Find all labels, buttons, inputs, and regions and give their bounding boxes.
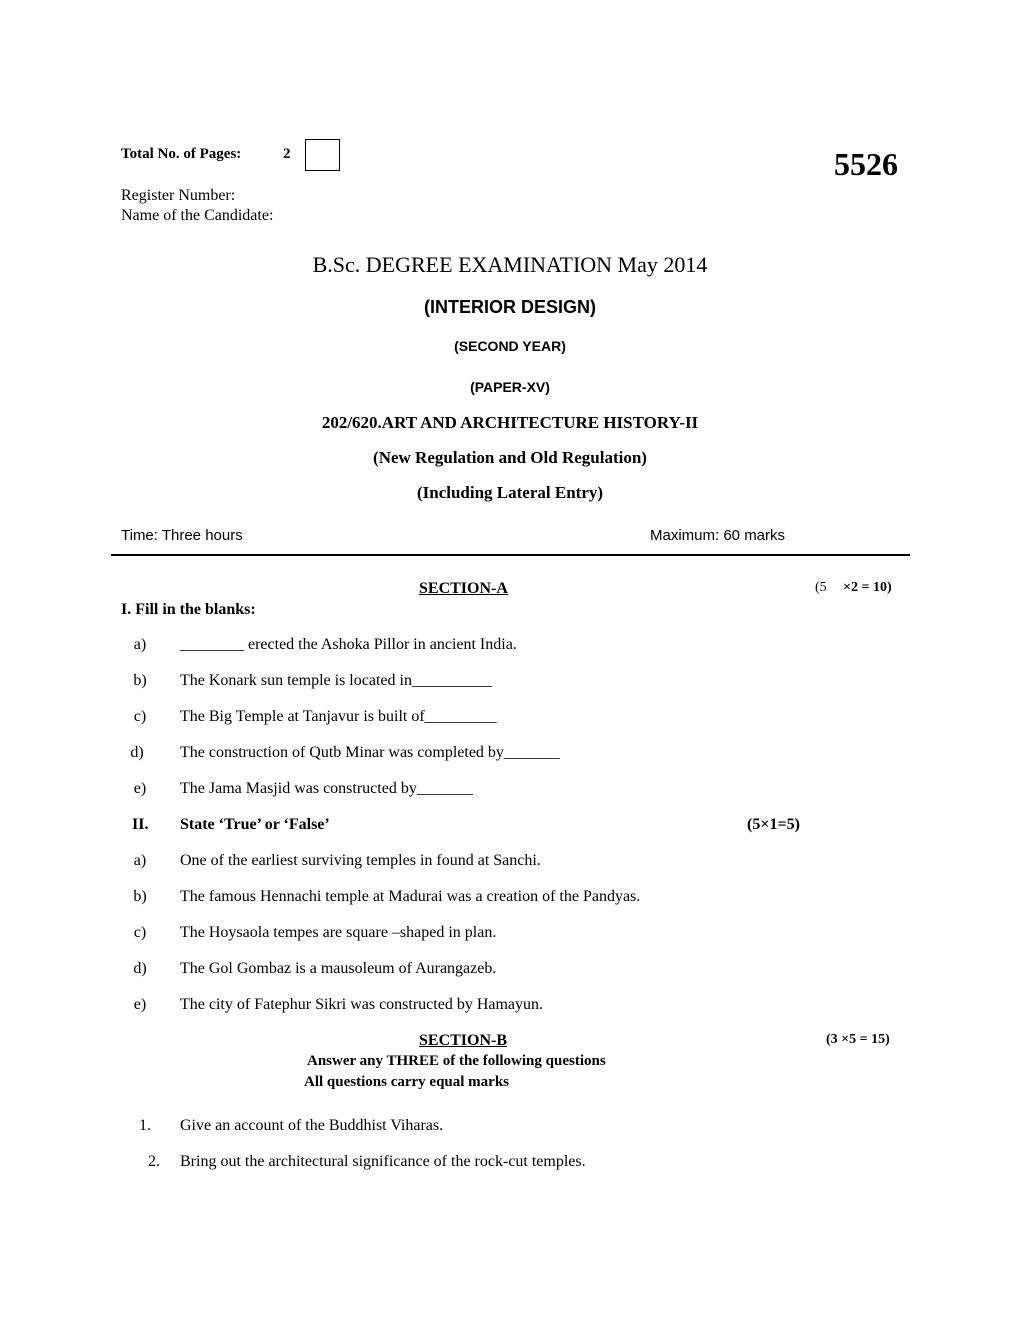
time-label: Time: Three hours	[121, 527, 243, 544]
section-a-marks-total: ×2 = 10)	[843, 580, 892, 595]
paper-title: (PAPER-XV)	[470, 379, 550, 395]
list-item-label: c)	[133, 924, 147, 941]
part2-title: State ‘True’ or ‘False’	[180, 816, 330, 833]
entry-title: (Including Lateral Entry)	[416, 483, 604, 502]
page-count-box	[305, 139, 340, 171]
total-pages-value: 2	[283, 146, 291, 162]
section-a-marks-count: (5	[815, 580, 827, 595]
list-item-label: b)	[133, 888, 147, 905]
subject-title: (INTERIOR DESIGN)	[423, 297, 596, 317]
list-item-text: The famous Hennachi temple at Madurai was a creation of the Pandyas.	[180, 888, 641, 905]
section-b-marks: (3 ×5 = 15)	[826, 1032, 890, 1047]
paper-code: 5526	[834, 146, 898, 182]
exam-title: B.Sc. DEGREE EXAMINATION May 2014	[312, 252, 708, 277]
part1-title: I. Fill in the blanks:	[121, 601, 256, 618]
list-item-text: The Jama Masjid was constructed by_______	[180, 780, 473, 797]
list-item-text: The Konark sun temple is located in__________	[180, 672, 492, 689]
section-b-instruction-2: All questions carry equal marks	[304, 1074, 510, 1090]
list-item-text: One of the earliest surviving temples in found at Sanchi.	[180, 852, 541, 869]
year-title: (SECOND YEAR)	[454, 338, 566, 354]
question-number: 1.	[139, 1117, 151, 1134]
total-pages-label: Total No. of Pages:	[121, 146, 242, 162]
max-marks-label: Maximum: 60 marks	[650, 527, 786, 544]
list-item-label: d)	[133, 960, 147, 977]
candidate-name-label: Name of the Candidate:	[121, 207, 274, 224]
part2-label: II.	[132, 816, 149, 833]
question-number: 2.	[148, 1153, 160, 1170]
list-item-text: The Hoysaola tempes are square –shaped in plan.	[180, 924, 497, 941]
question-text: Bring out the architectural significance of the rock-cut temples.	[180, 1153, 586, 1170]
list-item-label: e)	[133, 780, 147, 797]
list-item-label: d)	[130, 744, 144, 761]
section-b-instruction-1: Answer any THREE of the following questions	[307, 1053, 606, 1069]
list-item-label: c)	[133, 708, 147, 725]
list-item-label: b)	[133, 672, 147, 689]
list-item-label: a)	[133, 636, 147, 653]
list-item-text: The Big Temple at Tanjavur is built of_________	[180, 708, 497, 725]
list-item-text: The construction of Qutb Minar was completed by_______	[180, 744, 560, 761]
list-item-text: The city of Fatephur Sikri was constructed by Hamayun.	[180, 996, 544, 1013]
course-title: 202/620.ART AND ARCHITECTURE HISTORY-II	[321, 413, 699, 432]
question-text: Give an account of the Buddhist Viharas.	[180, 1117, 444, 1134]
list-item-text: ________ erected the Ashoka Pillor in ancient India.	[180, 636, 517, 653]
register-number-label: Register Number:	[121, 187, 236, 204]
regulation-title: (New Regulation and Old Regulation)	[373, 448, 647, 467]
list-item-label: e)	[133, 996, 147, 1013]
section-b-heading: SECTION-B	[419, 1032, 508, 1049]
part2-marks: (5×1=5)	[747, 816, 800, 833]
list-item-label: a)	[133, 852, 147, 869]
section-a-heading: SECTION-A	[419, 580, 508, 597]
header-divider	[111, 554, 910, 556]
list-item-text: The Gol Gombaz is a mausoleum of Aurangazeb.	[180, 960, 497, 977]
